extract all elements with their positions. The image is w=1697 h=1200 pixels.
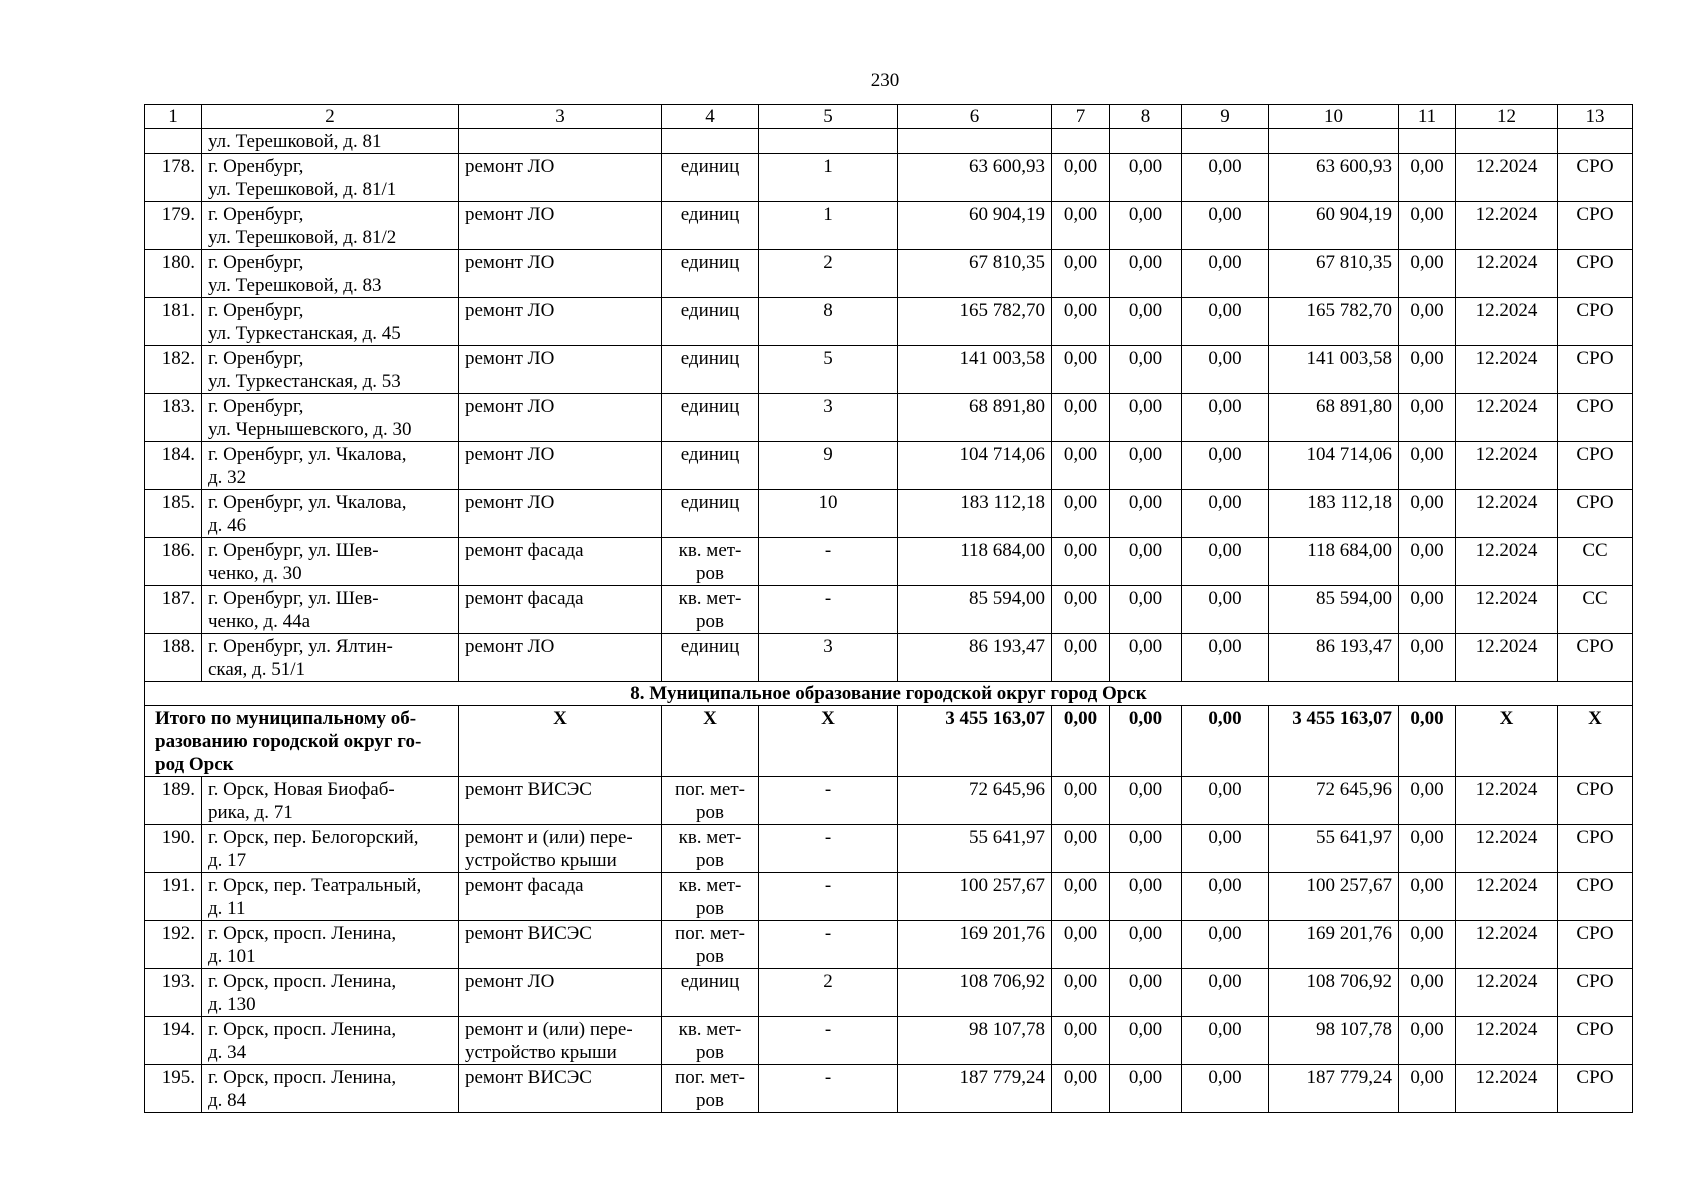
column-number-row (145, 105, 1633, 129)
owner-funds-cell: 104 714,06 (1269, 442, 1399, 490)
unit-cell: единиц (662, 298, 759, 346)
value-cell: 0,00 (1182, 346, 1269, 394)
owner-funds-cell: 60 904,19 (1269, 202, 1399, 250)
address-cell: г. Орск, пер. Белогорский, д. 17 (202, 825, 459, 873)
total-cost-cell: 108 706,92 (898, 969, 1052, 1017)
row-number: 195. (145, 1065, 202, 1113)
method-cell: СРО (1558, 490, 1633, 538)
method-cell: СРО (1558, 634, 1633, 682)
column-number-4: 4 (662, 105, 759, 129)
value-cell: 0,00 (1399, 442, 1456, 490)
date-cell: 12.2024 (1456, 538, 1558, 586)
value-cell: 0,00 (1399, 298, 1456, 346)
value-cell: 0,00 (1182, 825, 1269, 873)
method-cell: СРО (1558, 202, 1633, 250)
unit-cell: пог. мет- ров (662, 777, 759, 825)
value-cell: 0,00 (1110, 154, 1182, 202)
address-cell: г. Оренбург, ул. Чкалова, д. 46 (202, 490, 459, 538)
table-row (145, 394, 1633, 442)
unit-cell: пог. мет- ров (662, 921, 759, 969)
method-cell: СРО (1558, 1017, 1633, 1065)
total-cost-cell: 141 003,58 (898, 346, 1052, 394)
total-cell: Х (662, 706, 759, 777)
quantity-cell: - (759, 1065, 898, 1113)
quantity-cell: 1 (759, 202, 898, 250)
date-cell: 12.2024 (1456, 250, 1558, 298)
owner-funds-cell: 165 782,70 (1269, 298, 1399, 346)
value-cell: 0,00 (1399, 250, 1456, 298)
quantity-cell: - (759, 873, 898, 921)
value-cell: 0,00 (1399, 586, 1456, 634)
value-cell: 0,00 (1110, 298, 1182, 346)
quantity-cell: 3 (759, 394, 898, 442)
page-number: 230 (870, 70, 900, 91)
value-cell: 0,00 (1110, 490, 1182, 538)
column-number-1: 1 (145, 105, 202, 129)
address-cell: г. Оренбург, ул. Шев- ченко, д. 44а (202, 586, 459, 634)
work-type-cell: ремонт ЛО (459, 250, 662, 298)
column-number-10: 10 (1269, 105, 1399, 129)
method-cell: СРО (1558, 346, 1633, 394)
unit-cell: кв. мет- ров (662, 586, 759, 634)
row-number: 187. (145, 586, 202, 634)
method-cell: СРО (1558, 154, 1633, 202)
value-cell: 0,00 (1182, 202, 1269, 250)
owner-funds-cell: 183 112,18 (1269, 490, 1399, 538)
address-cell: г. Орск, Новая Биофаб- рика, д. 71 (202, 777, 459, 825)
date-cell: 12.2024 (1456, 202, 1558, 250)
total-cell: 0,00 (1399, 706, 1456, 777)
date-cell: 12.2024 (1456, 634, 1558, 682)
value-cell: 0,00 (1399, 873, 1456, 921)
date-cell: 12.2024 (1456, 154, 1558, 202)
value-cell: 0,00 (1052, 490, 1110, 538)
value-cell: 0,00 (1182, 1065, 1269, 1113)
column-number-6: 6 (898, 105, 1052, 129)
column-number-11: 11 (1399, 105, 1456, 129)
method-cell: СРО (1558, 1065, 1633, 1113)
value-cell: 0,00 (1182, 298, 1269, 346)
date-cell: 12.2024 (1456, 969, 1558, 1017)
work-type-cell: ремонт ЛО (459, 969, 662, 1017)
value-cell: 0,00 (1399, 921, 1456, 969)
value-cell: 0,00 (1182, 1017, 1269, 1065)
method-cell: СРО (1558, 969, 1633, 1017)
registry-table (144, 104, 1633, 1113)
row-number: 191. (145, 873, 202, 921)
row-number: 180. (145, 250, 202, 298)
date-cell: 12.2024 (1456, 586, 1558, 634)
owner-funds-cell: 68 891,80 (1269, 394, 1399, 442)
value-cell: 0,00 (1052, 346, 1110, 394)
address-cell: г. Орск, просп. Ленина, д. 101 (202, 921, 459, 969)
method-cell: СРО (1558, 394, 1633, 442)
method-cell: СРО (1558, 921, 1633, 969)
table-row (145, 1065, 1633, 1113)
value-cell: 0,00 (1182, 777, 1269, 825)
table-row (145, 825, 1633, 873)
quantity-cell: - (759, 538, 898, 586)
unit-cell: кв. мет- ров (662, 538, 759, 586)
total-cost-cell: 104 714,06 (898, 442, 1052, 490)
date-cell: 12.2024 (1456, 1017, 1558, 1065)
total-cost-cell: 98 107,78 (898, 1017, 1052, 1065)
total-cost-cell: 55 641,97 (898, 825, 1052, 873)
value-cell: 0,00 (1110, 634, 1182, 682)
row-number: 192. (145, 921, 202, 969)
address-cell: г. Оренбург, ул. Терешковой, д. 81/1 (202, 154, 459, 202)
value-cell: 0,00 (1399, 1065, 1456, 1113)
owner-funds-cell: 169 201,76 (1269, 921, 1399, 969)
column-number-7: 7 (1052, 105, 1110, 129)
value-cell: 0,00 (1399, 777, 1456, 825)
table-body (145, 105, 1633, 1113)
row-number: 181. (145, 298, 202, 346)
value-cell: 0,00 (1399, 154, 1456, 202)
table-row (145, 202, 1633, 250)
owner-funds-cell: 98 107,78 (1269, 1017, 1399, 1065)
unit-cell: единиц (662, 202, 759, 250)
value-cell: 0,00 (1182, 634, 1269, 682)
value-cell: 0,00 (1110, 346, 1182, 394)
value-cell: 0,00 (1052, 921, 1110, 969)
value-cell: 0,00 (1052, 777, 1110, 825)
empty-cell (1052, 129, 1110, 154)
quantity-cell: - (759, 777, 898, 825)
quantity-cell: 1 (759, 154, 898, 202)
method-cell: СРО (1558, 873, 1633, 921)
column-number-8: 8 (1110, 105, 1182, 129)
value-cell: 0,00 (1399, 825, 1456, 873)
empty-cell (459, 129, 662, 154)
value-cell: 0,00 (1052, 1065, 1110, 1113)
row-number: 194. (145, 1017, 202, 1065)
row-number: 182. (145, 346, 202, 394)
total-owner-funds-cell: 3 455 163,07 (1269, 706, 1399, 777)
value-cell: 0,00 (1052, 586, 1110, 634)
owner-funds-cell: 141 003,58 (1269, 346, 1399, 394)
value-cell: 0,00 (1182, 154, 1269, 202)
table-row (145, 586, 1633, 634)
total-label: Итого по муниципальному об- разованию городской округ го- род Орск (145, 706, 459, 777)
table-row (145, 538, 1633, 586)
unit-cell: единиц (662, 969, 759, 1017)
quantity-cell: - (759, 921, 898, 969)
value-cell: 0,00 (1052, 1017, 1110, 1065)
table-row (145, 442, 1633, 490)
value-cell: 0,00 (1052, 538, 1110, 586)
owner-funds-cell: 86 193,47 (1269, 634, 1399, 682)
method-cell: СРО (1558, 298, 1633, 346)
empty-cell (662, 129, 759, 154)
value-cell: 0,00 (1182, 394, 1269, 442)
quantity-cell: 2 (759, 250, 898, 298)
value-cell: 0,00 (1182, 873, 1269, 921)
address-cell: г. Оренбург, ул. Туркестанская, д. 45 (202, 298, 459, 346)
quantity-cell: 3 (759, 634, 898, 682)
quantity-cell: 5 (759, 346, 898, 394)
table-row (145, 921, 1633, 969)
unit-cell: единиц (662, 442, 759, 490)
total-cell: Х (1558, 706, 1633, 777)
value-cell: 0,00 (1110, 873, 1182, 921)
total-cost-cell: 72 645,96 (898, 777, 1052, 825)
address-cell: г. Орск, просп. Ленина, д. 84 (202, 1065, 459, 1113)
row-number: 183. (145, 394, 202, 442)
value-cell: 0,00 (1182, 442, 1269, 490)
value-cell: 0,00 (1110, 1065, 1182, 1113)
column-number-2: 2 (202, 105, 459, 129)
total-cell: Х (759, 706, 898, 777)
value-cell: 0,00 (1110, 202, 1182, 250)
address-cell: г. Оренбург, ул. Шев- ченко, д. 30 (202, 538, 459, 586)
value-cell: 0,00 (1182, 538, 1269, 586)
method-cell: СРО (1558, 250, 1633, 298)
row-number: 179. (145, 202, 202, 250)
row-number: 185. (145, 490, 202, 538)
address-cell: ул. Терешковой, д. 81 (202, 129, 459, 154)
value-cell: 0,00 (1110, 586, 1182, 634)
work-type-cell: ремонт ЛО (459, 442, 662, 490)
value-cell: 0,00 (1052, 154, 1110, 202)
table-row (145, 1017, 1633, 1065)
value-cell: 0,00 (1399, 346, 1456, 394)
date-cell: 12.2024 (1456, 873, 1558, 921)
date-cell: 12.2024 (1456, 490, 1558, 538)
empty-cell (898, 129, 1052, 154)
unit-cell: единиц (662, 634, 759, 682)
total-cost-cell: 165 782,70 (898, 298, 1052, 346)
owner-funds-cell: 187 779,24 (1269, 1065, 1399, 1113)
address-cell: г. Оренбург, ул. Чкалова, д. 32 (202, 442, 459, 490)
method-cell: СРО (1558, 442, 1633, 490)
value-cell: 0,00 (1052, 442, 1110, 490)
column-number-13: 13 (1558, 105, 1633, 129)
empty-cell (1182, 129, 1269, 154)
work-type-cell: ремонт ЛО (459, 490, 662, 538)
value-cell: 0,00 (1110, 538, 1182, 586)
work-type-cell: ремонт и (или) пере- устройство крыши (459, 1017, 662, 1065)
value-cell: 0,00 (1182, 490, 1269, 538)
unit-cell: единиц (662, 490, 759, 538)
value-cell: 0,00 (1399, 634, 1456, 682)
table-row (145, 777, 1633, 825)
unit-cell: единиц (662, 346, 759, 394)
table-row (145, 969, 1633, 1017)
address-cell: г. Орск, просп. Ленина, д. 130 (202, 969, 459, 1017)
unit-cell: пог. мет- ров (662, 1065, 759, 1113)
empty-cell (145, 129, 202, 154)
value-cell: 0,00 (1182, 921, 1269, 969)
total-cost-cell: 86 193,47 (898, 634, 1052, 682)
work-type-cell: ремонт ЛО (459, 154, 662, 202)
empty-cell (1399, 129, 1456, 154)
owner-funds-cell: 55 641,97 (1269, 825, 1399, 873)
column-number-5: 5 (759, 105, 898, 129)
total-cost-cell: 118 684,00 (898, 538, 1052, 586)
unit-cell: кв. мет- ров (662, 1017, 759, 1065)
value-cell: 0,00 (1110, 394, 1182, 442)
address-cell: г. Оренбург, ул. Терешковой, д. 83 (202, 250, 459, 298)
table-row (145, 490, 1633, 538)
value-cell: 0,00 (1110, 1017, 1182, 1065)
value-cell: 0,00 (1110, 442, 1182, 490)
address-cell: г. Оренбург, ул. Терешковой, д. 81/2 (202, 202, 459, 250)
total-cost-cell: 3 455 163,07 (898, 706, 1052, 777)
value-cell: 0,00 (1110, 250, 1182, 298)
work-type-cell: ремонт фасада (459, 873, 662, 921)
row-number: 178. (145, 154, 202, 202)
total-cost-cell: 63 600,93 (898, 154, 1052, 202)
work-type-cell: ремонт ЛО (459, 634, 662, 682)
value-cell: 0,00 (1110, 777, 1182, 825)
row-number: 189. (145, 777, 202, 825)
unit-cell: единиц (662, 394, 759, 442)
value-cell: 0,00 (1110, 969, 1182, 1017)
row-number: 186. (145, 538, 202, 586)
value-cell: 0,00 (1052, 202, 1110, 250)
total-cost-cell: 100 257,67 (898, 873, 1052, 921)
total-cost-cell: 169 201,76 (898, 921, 1052, 969)
section-row (145, 682, 1633, 706)
quantity-cell: - (759, 825, 898, 873)
empty-cell (759, 129, 898, 154)
empty-cell (1269, 129, 1399, 154)
total-cell: Х (459, 706, 662, 777)
value-cell: 0,00 (1052, 634, 1110, 682)
method-cell: СРО (1558, 825, 1633, 873)
table-row (145, 873, 1633, 921)
quantity-cell: - (759, 586, 898, 634)
value-cell: 0,00 (1399, 394, 1456, 442)
value-cell: 0,00 (1182, 586, 1269, 634)
owner-funds-cell: 67 810,35 (1269, 250, 1399, 298)
empty-cell (1558, 129, 1633, 154)
total-cost-cell: 183 112,18 (898, 490, 1052, 538)
column-number-9: 9 (1182, 105, 1269, 129)
value-cell: 0,00 (1052, 394, 1110, 442)
value-cell: 0,00 (1052, 250, 1110, 298)
section-title: 8. Муниципальное образование городской округ город Орск (145, 682, 1633, 706)
table-row (145, 250, 1633, 298)
date-cell: 12.2024 (1456, 394, 1558, 442)
address-cell: г. Оренбург, ул. Туркестанская, д. 53 (202, 346, 459, 394)
value-cell: 0,00 (1110, 921, 1182, 969)
total-cell: 0,00 (1052, 706, 1110, 777)
unit-cell: единиц (662, 250, 759, 298)
value-cell: 0,00 (1052, 873, 1110, 921)
date-cell: 12.2024 (1456, 442, 1558, 490)
total-row (145, 706, 1633, 777)
column-number-12: 12 (1456, 105, 1558, 129)
total-cost-cell: 187 779,24 (898, 1065, 1052, 1113)
date-cell: 12.2024 (1456, 298, 1558, 346)
work-type-cell: ремонт фасада (459, 538, 662, 586)
work-type-cell: ремонт ЛО (459, 298, 662, 346)
work-type-cell: ремонт ЛО (459, 202, 662, 250)
column-number-3: 3 (459, 105, 662, 129)
work-type-cell: ремонт ВИСЭС (459, 921, 662, 969)
date-cell: 12.2024 (1456, 1065, 1558, 1113)
unit-cell: кв. мет- ров (662, 825, 759, 873)
total-cost-cell: 85 594,00 (898, 586, 1052, 634)
total-cell: 0,00 (1110, 706, 1182, 777)
table-row (145, 298, 1633, 346)
total-cell: Х (1456, 706, 1558, 777)
empty-cell (1456, 129, 1558, 154)
continuation-row (145, 129, 1633, 154)
quantity-cell: 8 (759, 298, 898, 346)
owner-funds-cell: 100 257,67 (1269, 873, 1399, 921)
total-cost-cell: 60 904,19 (898, 202, 1052, 250)
work-type-cell: ремонт ВИСЭС (459, 1065, 662, 1113)
owner-funds-cell: 63 600,93 (1269, 154, 1399, 202)
quantity-cell: 9 (759, 442, 898, 490)
work-type-cell: ремонт фасада (459, 586, 662, 634)
table-row (145, 634, 1633, 682)
unit-cell: единиц (662, 154, 759, 202)
value-cell: 0,00 (1110, 825, 1182, 873)
value-cell: 0,00 (1399, 538, 1456, 586)
owner-funds-cell: 118 684,00 (1269, 538, 1399, 586)
work-type-cell: ремонт ВИСЭС (459, 777, 662, 825)
total-cost-cell: 68 891,80 (898, 394, 1052, 442)
quantity-cell: 10 (759, 490, 898, 538)
date-cell: 12.2024 (1456, 825, 1558, 873)
unit-cell: кв. мет- ров (662, 873, 759, 921)
value-cell: 0,00 (1182, 969, 1269, 1017)
total-cell: 0,00 (1182, 706, 1269, 777)
owner-funds-cell: 85 594,00 (1269, 586, 1399, 634)
table-row (145, 154, 1633, 202)
value-cell: 0,00 (1182, 250, 1269, 298)
empty-cell (1110, 129, 1182, 154)
value-cell: 0,00 (1052, 298, 1110, 346)
row-number: 184. (145, 442, 202, 490)
address-cell: г. Оренбург, ул. Ялтин- ская, д. 51/1 (202, 634, 459, 682)
date-cell: 12.2024 (1456, 346, 1558, 394)
date-cell: 12.2024 (1456, 921, 1558, 969)
row-number: 188. (145, 634, 202, 682)
value-cell: 0,00 (1052, 969, 1110, 1017)
work-type-cell: ремонт и (или) пере- устройство крыши (459, 825, 662, 873)
value-cell: 0,00 (1399, 202, 1456, 250)
quantity-cell: - (759, 1017, 898, 1065)
total-cost-cell: 67 810,35 (898, 250, 1052, 298)
work-type-cell: ремонт ЛО (459, 346, 662, 394)
quantity-cell: 2 (759, 969, 898, 1017)
address-cell: г. Орск, просп. Ленина, д. 34 (202, 1017, 459, 1065)
table-row (145, 346, 1633, 394)
row-number: 193. (145, 969, 202, 1017)
owner-funds-cell: 108 706,92 (1269, 969, 1399, 1017)
address-cell: г. Оренбург, ул. Чернышевского, д. 30 (202, 394, 459, 442)
address-cell: г. Орск, пер. Театральный, д. 11 (202, 873, 459, 921)
method-cell: СС (1558, 586, 1633, 634)
value-cell: 0,00 (1399, 969, 1456, 1017)
value-cell: 0,00 (1399, 1017, 1456, 1065)
owner-funds-cell: 72 645,96 (1269, 777, 1399, 825)
value-cell: 0,00 (1052, 825, 1110, 873)
work-type-cell: ремонт ЛО (459, 394, 662, 442)
method-cell: СРО (1558, 777, 1633, 825)
row-number: 190. (145, 825, 202, 873)
date-cell: 12.2024 (1456, 777, 1558, 825)
value-cell: 0,00 (1399, 490, 1456, 538)
method-cell: СС (1558, 538, 1633, 586)
